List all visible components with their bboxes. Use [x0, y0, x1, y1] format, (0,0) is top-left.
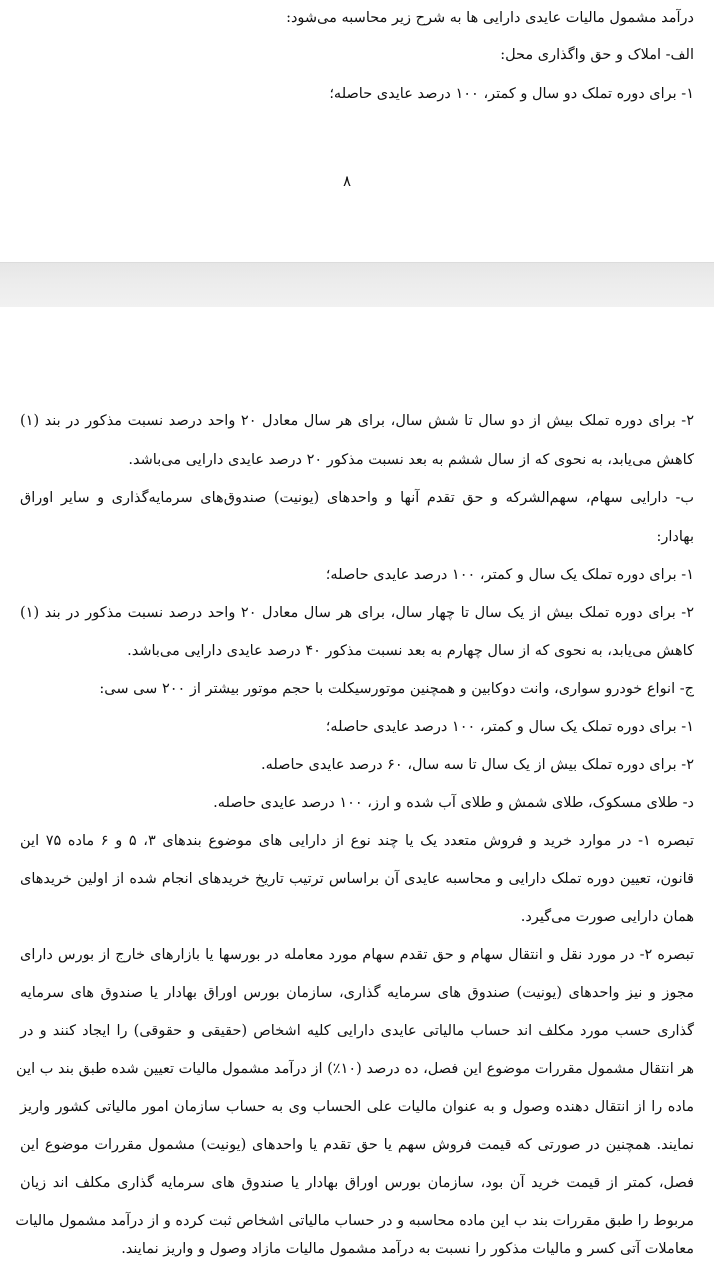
section-heading-dal: د- طلای مسکوک، طلای شمش و طلای آب شده و ارز، ۱۰۰ درصد عایدی حاصله.	[213, 795, 694, 811]
text-line: کاهش می‌یابد، به نحوی که از سال چهارم به بعد نسبت مذکور ۴۰ درصد عایدی دارایی می‌باشد.	[127, 643, 694, 659]
text-line: ۱- برای دوره تملک دو سال و کمتر، ۱۰۰ درصد عایدی حاصله؛	[329, 86, 694, 102]
text-line: درآمد مشمول مالیات عایدی دارایی ها به شرح زیر محاسبه می‌شود:	[286, 10, 694, 26]
section-heading-alef: الف- املاک و حق واگذاری محل:	[500, 47, 694, 63]
text-line: ۲- برای دوره تملک بیش از دو سال تا شش سال، برای هر سال معادل ۲۰ واحد درصد نسبت مذکور در بند (۱)	[20, 413, 695, 429]
note-2-line: فصل، کمتر از قیمت خرید آن بود، سازمان بورس اوراق بهادار یا صندوق های سرمایه گذاری مکلف اند زیان	[20, 1175, 694, 1191]
note-2-line: مربوط را طبق مقررات بند ب این ماده محاسبه و در حساب مالیاتی اشخاص ثبت کرده و از درآمد مشمول مالیات	[15, 1213, 694, 1229]
document-page-top	[0, 0, 714, 262]
document-page-bottom	[0, 307, 714, 1280]
note-1-line: همان دارایی صورت می‌گیرد.	[520, 909, 694, 925]
note-1-line: قانون، تعیین دوره تملک دارایی و محاسبه عایدی آن براساس ترتیب تاریخ خریدهای انجام شده از اولین خریدهای	[20, 871, 694, 887]
note-2-line: مجوز و نیز واحدهای (یونیت) صندوق های سرمایه گذاری، سازمان بورس اوراق بهادار یا صندوق های سرمایه	[20, 985, 694, 1001]
text-line: ۲- برای دوره تملک بیش از یک سال تا سه سال، ۶۰ درصد عایدی حاصله.	[260, 757, 694, 773]
note-2-line: ماده را از انتقال دهنده وصول و به عنوان مالیات علی الحساب وی به حساب سازمان امور مالیاتی کشور واریز	[20, 1099, 694, 1115]
note-1-line: تبصره ۱- در موارد خرید و فروش متعدد یک یا چند نوع از دارایی های موضوع بندهای ۳، ۵ و ۶ ماده ۷۵ این	[20, 833, 694, 849]
section-heading-be: ب- دارایی سهام، سهم‌الشرکه و حق تقدم آنها و واحدهای (یونیت) صندوق‌های سرمایه‌گذاری و سایر اوراق	[20, 490, 694, 506]
text-line: کاهش می‌یابد، به نحوی که از سال ششم به بعد نسبت مذکور ۲۰ درصد عایدی دارایی می‌باشد.	[128, 452, 694, 468]
note-2-line: نمایند. همچنین در صورتی که قیمت فروش سهم یا حق تقدم یا واحدهای (یونیت) مشمول مقررات موضوع این	[20, 1137, 694, 1153]
text-line: ۱- برای دوره تملک یک سال و کمتر، ۱۰۰ درصد عایدی حاصله؛	[325, 719, 694, 735]
text-line: ۲- برای دوره تملک بیش از یک سال تا چهار سال، برای هر سال معادل ۲۰ واحد درصد نسبت مذکور در بند (۱)	[20, 605, 694, 621]
section-heading-jim: ج- انواع خودرو سواری، وانت دوکابین و همچنین موتورسیکلت با حجم موتور بیشتر از ۲۰۰ سی سی:	[99, 681, 694, 697]
text-line: بهادار:	[656, 529, 694, 545]
page-separator	[0, 262, 714, 308]
note-2-line: معاملات آتی کسر و مالیات مذکور را نسبت به درآمد مشمول مالیات مازاد وصول و واریز نمایند.	[121, 1241, 694, 1257]
note-2-line: تبصره ۲- در مورد نقل و انتقال سهام و حق تقدم سهام مورد معامله در بورسها یا بازارهای خارج از بورس دارای	[20, 947, 694, 963]
note-2-line: گذاری حسب مورد مکلف اند حساب مالیاتی عایدی دارایی کلیه اشخاص (حقیقی و حقوقی) را ایجاد کنند و در	[20, 1023, 694, 1039]
page-number: ۸	[342, 172, 352, 190]
text-line: ۱- برای دوره تملک یک سال و کمتر، ۱۰۰ درصد عایدی حاصله؛	[325, 567, 694, 583]
note-2-line: هر انتقال مشمول مقررات موضوع این فصل، ده درصد (۱۰٪) از درآمد مشمول مالیات تعیین شده طبق بند ب این	[16, 1061, 694, 1077]
